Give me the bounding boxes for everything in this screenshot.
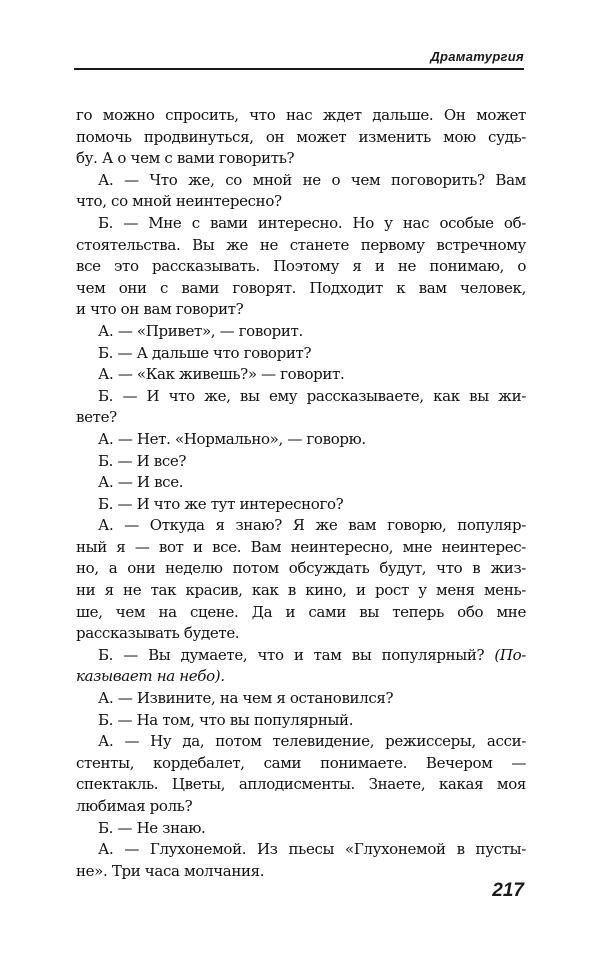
text-line: любимая роль? [76, 797, 193, 815]
text-line: Б. — И что же, вы ему рассказываете, как вы жи- [98, 386, 526, 405]
running-header-title: Драматургия [430, 49, 524, 64]
text-segment: Б. — Вы думаете, что и там вы популярный? [98, 645, 495, 664]
text-line: бу. А о чем с вами говорить? [76, 149, 295, 168]
header-rule [74, 68, 524, 70]
text-line: рассказывать будете. [76, 624, 240, 643]
text-line: А. — Нет. «Нормально», — говорю. [98, 429, 366, 448]
text-line: Б. — Не знаю. [98, 818, 206, 837]
text-line: А. — Откуда я знаю? Я же вам говорю, популяр- [98, 516, 526, 535]
text-line: не». Три часа молчания. [76, 861, 265, 880]
text-line: Б. — А дальше что говорит? [98, 343, 312, 362]
text-line: но, а они неделю потом обсуждать будут, что в жиз- [76, 559, 526, 578]
text-line: А. — «Привет», — говорит. [98, 321, 303, 340]
text-line: Б. — На том, что вы популярный. [98, 710, 354, 729]
text-line: стенты, кордебалет, сами понимаете. Вечером — [76, 753, 526, 772]
text-line: А. — Глухонемой. Из пьесы «Глухонемой в пусты- [98, 840, 526, 859]
text-line: ный я — вот и все. Вам неинтересно, мне неинтерес- [76, 537, 526, 556]
text-line: А. — Что же, со мной не о чем поговорить? Вам [98, 170, 526, 189]
text-line: А. — Ну да, потом телевидение, режиссеры, асси- [98, 732, 526, 751]
text-line: все это рассказывать. Поэтому я и не понимаю, о [76, 257, 526, 276]
text-line: Б. — Мне с вами интересно. Но у нас особые об- [98, 213, 526, 232]
stage-direction-text: казывает на небо). [76, 667, 225, 686]
text-line: го можно спросить, что нас ждет дальше. Он может [76, 106, 526, 124]
text-line: стоятельства. Вы же не станете первому встречному [76, 235, 526, 254]
text-line: ше, чем на сцене. Да и сами вы теперь обо мне [76, 602, 526, 621]
text-line: Б. — И все? [98, 451, 187, 470]
text-line: А. — «Как живешь?» — говорит. [98, 365, 345, 384]
text-line: и что он вам говорит? [76, 300, 244, 319]
text-line: ни я не так красив, как в кино, и рост у меня мень- [76, 581, 526, 600]
text-line: что, со мной неинтересно? [76, 192, 282, 211]
text-line: А. — И все. [98, 473, 184, 492]
text-line: Б. — И что же тут интересного? [98, 494, 344, 513]
text-line: помочь продвинуться, он может изменить мою судь- [76, 127, 526, 146]
text-line: А. — Извините, на чем я остановился? [98, 689, 394, 708]
page-number: 217 [492, 880, 524, 901]
text-line [76, 645, 526, 667]
text-line: вете? [76, 408, 117, 427]
page-body-text [76, 105, 526, 882]
text-line: чем они с вами говорят. Подходит к вам человек, [76, 278, 526, 297]
stage-direction-text: (По- [494, 645, 526, 664]
text-line: спектакль. Цветы, аплодисменты. Знаете, какая моя [76, 775, 526, 794]
